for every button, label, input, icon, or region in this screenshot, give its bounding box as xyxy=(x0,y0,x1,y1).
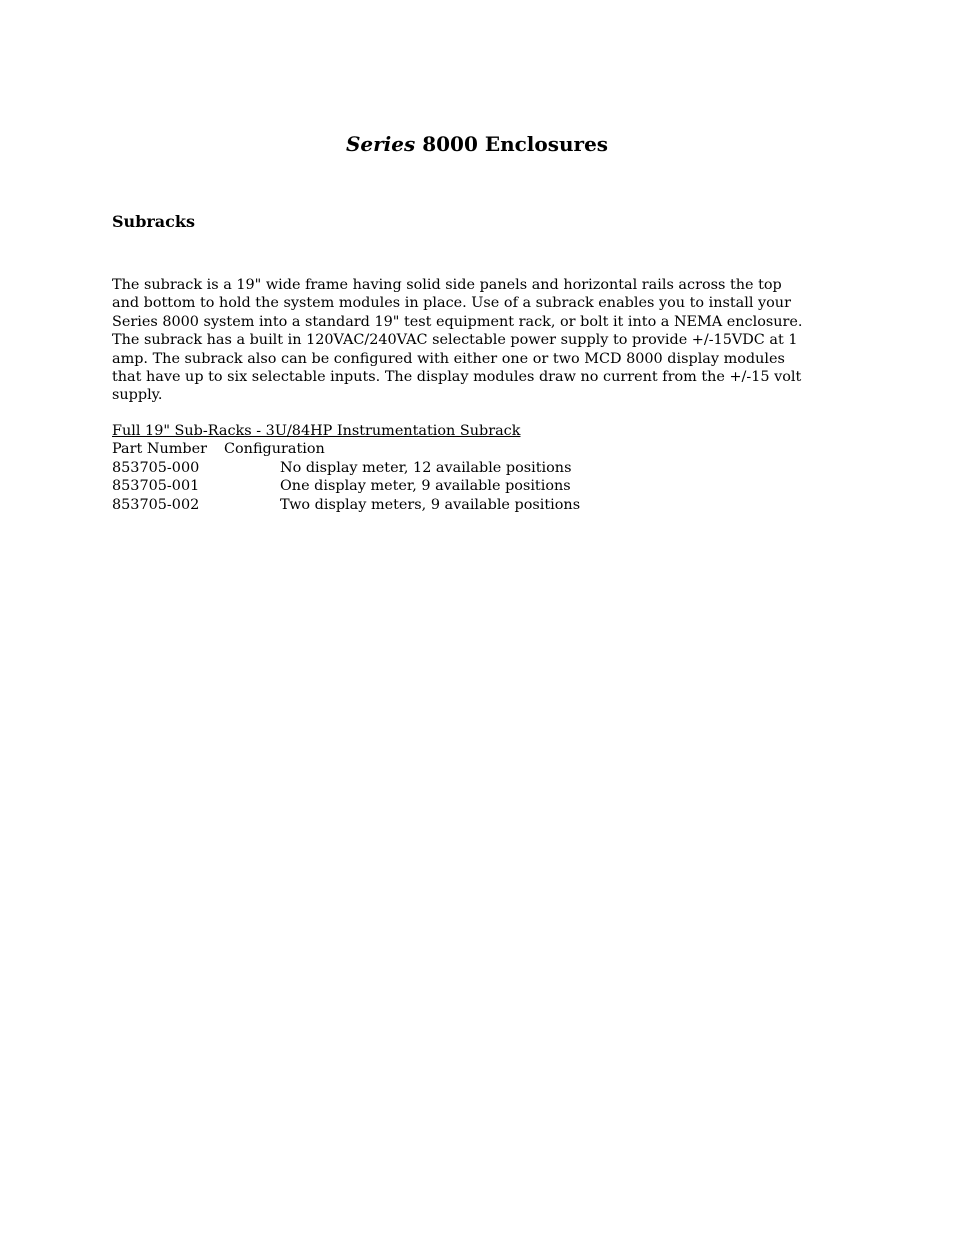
paragraph-line: The subrack has a built in 120VAC/240VAC selectable power supply to provide +/-15VDC at 1 xyxy=(112,332,798,349)
page-title xyxy=(0,130,954,158)
table-row xyxy=(112,496,812,514)
column-header-part-number: Part Number xyxy=(112,441,207,458)
part-number-cell: 853705-002 xyxy=(112,496,200,513)
configuration-cell: No display meter, 12 available positions xyxy=(280,459,572,476)
subrack-description-paragraph xyxy=(112,276,844,405)
subrack-parts-table xyxy=(112,422,812,514)
table-row xyxy=(112,477,812,495)
paragraph-line: The subrack is a 19" wide frame having solid side panels and horizontal rails across the top xyxy=(112,277,782,293)
column-header-configuration: Configuration xyxy=(224,441,325,458)
title-series-word: Series xyxy=(345,132,416,156)
section-heading-subracks: Subracks xyxy=(112,212,196,231)
table-caption: Full 19" Sub-Racks - 3U/84HP Instrumentation Subrack xyxy=(112,423,521,439)
paragraph-line: Series 8000 system into a standard 19" test equipment rack, or bolt it into a NEMA enclosure. xyxy=(112,313,803,330)
title-remainder: 8000 Enclosures xyxy=(415,132,609,156)
paragraph-line: that have up to six selectable inputs. The display modules draw no current from the +/-15 volt xyxy=(112,368,802,385)
configuration-cell: Two display meters, 9 available positions xyxy=(280,496,581,513)
paragraph-line: amp. The subrack also can be configured with either one or two MCD 8000 display modules xyxy=(112,350,785,367)
part-number-cell: 853705-000 xyxy=(112,459,200,476)
table-row xyxy=(112,459,812,477)
paragraph-line: supply. xyxy=(112,387,163,404)
part-number-cell: 853705-001 xyxy=(112,478,200,495)
table-header-row xyxy=(112,440,812,458)
configuration-cell: One display meter, 9 available positions xyxy=(280,478,571,495)
paragraph-line: and bottom to hold the system modules in place. Use of a subrack enables you to install your xyxy=(112,295,791,312)
